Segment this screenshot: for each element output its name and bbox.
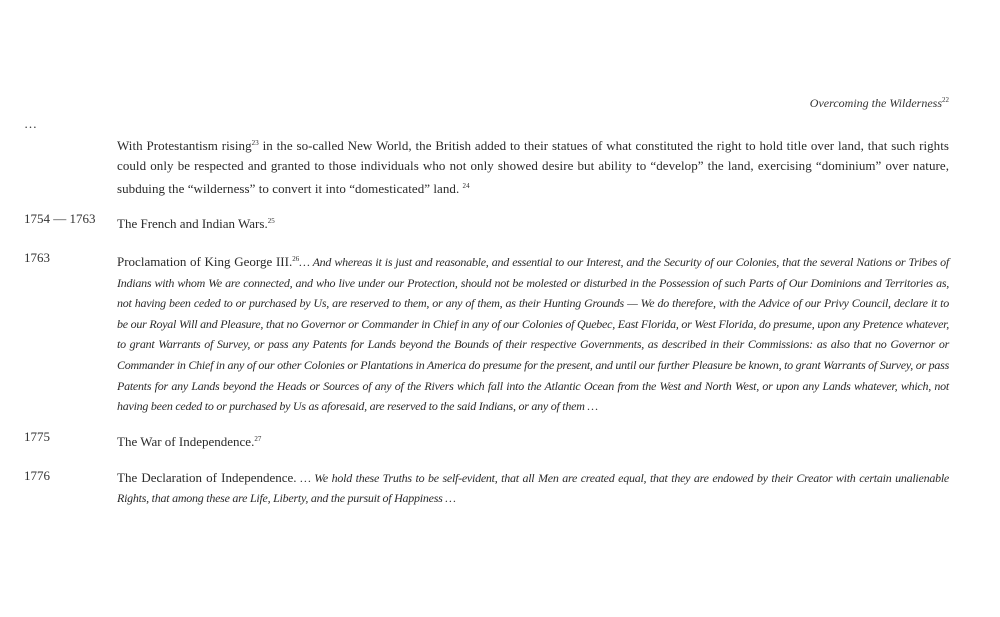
entry-quote: … And whereas it is just and reasonable, and essential to our Interest, and the Security of our Colonies, that the several Nations or Tribes of Indians with whom We are connected, and who live under our Protection, should not be molested or disturbed in the Possession of such Parts of Our Dominions and Territories as, not having been ceded to or purchased by Us, are reserved to them, or any of them, as their Hunting Grounds — We do therefore, with the Advice of our Privy Council, declare it to be our Royal Will and Pleasure, that no Governor or Commander in Chief in any of our Colonies of Quebec, East Florida, or West Florida, do presume, upon any Pretence whatever, to grant Warrants of Survey, or pass any Patents for Lands beyond the Bounds of their respective Governments, as described in their Commissions: as also that no Governor or Commander in Chief in any of our other Colonies or Plantations in America do presume for the present, and until our further Pleasure be known, to grant Warrants of Survey, or pass Patents for any Lands beyond the Heads or Sources of any of the Rivers which fall into the Atlantic Ocean from the West and North West, or upon any Lands whatever, which, not having been ceded to or purchased by Us as aforesaid, are reserved to the said Indians, or any of them …	[117, 255, 950, 414]
intro-text-2: in the so-called New World, the British added to their statues of what constituted the right to hold title over land, that such rights could only be respected and granted to those individuals who not only showed desire but ability to “develop” the land, exercising “dominium” over nature, subduing the “wilderness” to convert it into “domesticated” land.	[117, 138, 949, 196]
running-head-italic: Wilderness	[889, 96, 942, 110]
entry-quote: … We hold these Truths to be self-evident, that all Men are created equal, that they are endowed by their Creator with certain unalienable Rights, that among these are Life, Liberty, and the pursuit of Happiness …	[117, 471, 949, 505]
intro-footnote-2: 24	[462, 182, 470, 190]
entry-date: 1775	[24, 429, 50, 444]
running-head	[810, 96, 949, 111]
entry-title: The French and Indian Wars.	[117, 216, 268, 231]
entry-title: Proclamation of King George III.	[117, 254, 293, 269]
entry-date: 1763	[24, 250, 50, 265]
entry-footnote: 25	[267, 217, 275, 225]
entry-footnote: 26	[292, 255, 300, 263]
entry-title: The War of Independence.	[117, 434, 255, 449]
timeline-entry	[24, 211, 949, 234]
entry-footnote: 27	[254, 435, 262, 443]
intro-paragraph	[24, 133, 949, 199]
running-head-text: Overcoming the	[809, 96, 890, 110]
running-head-footnote: 22	[942, 96, 949, 104]
timeline-entry	[24, 468, 949, 508]
timeline-entry	[24, 250, 949, 417]
intro-footnote-1: 23	[251, 139, 259, 147]
entry-title: The Declaration of Independence.	[117, 470, 297, 485]
intro-text-1: With Protestantism rising	[117, 138, 252, 153]
timeline-entry	[24, 429, 949, 452]
leading-ellipsis: …	[24, 116, 37, 131]
entry-date: 1754 — 1763	[24, 211, 96, 226]
entry-date: 1776	[24, 468, 50, 483]
